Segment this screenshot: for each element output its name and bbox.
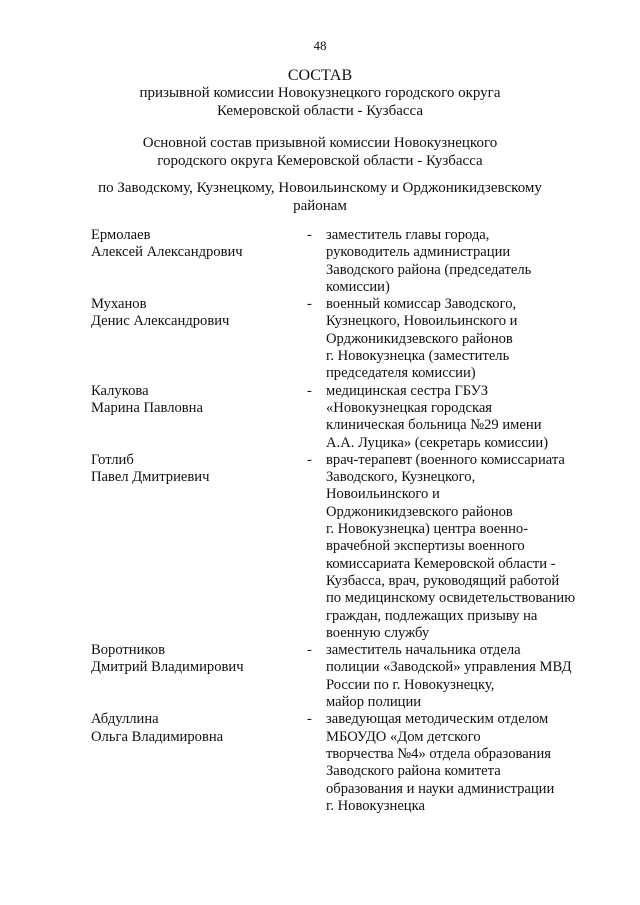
member-separator: - [307, 227, 312, 243]
role-line: Орджоникидзевского районов [326, 503, 513, 520]
member-separator: - [307, 451, 312, 468]
member-role [326, 383, 601, 452]
member-separator: - [307, 296, 312, 313]
member-given-name: Павел Дмитриевич [91, 469, 210, 486]
role-line: полиции «Заводской» управления МВД [326, 659, 572, 676]
document-title-line: призывной комиссии Новокузнецкого городского округа [139, 85, 501, 101]
member-given-name: Алексей Александрович [91, 244, 243, 261]
subtitle-line: Основной состав призывной комиссии Новокузнецкого [142, 135, 498, 151]
role-line: творчества №4» отдела образования [326, 745, 552, 762]
member-surname: Абдуллина [91, 711, 159, 728]
role-line: г. Новокузнецка) центра военно- [326, 521, 529, 538]
member-name [91, 711, 307, 815]
role-line: Орджоникидзевского районов [326, 330, 513, 347]
role-line: врачебной экспертизы военного [326, 538, 525, 555]
role-line: руководитель администрации [326, 244, 511, 261]
role-line: образования и науки администрации [326, 780, 555, 797]
member-surname: Ермолаев [91, 227, 151, 243]
member-given-name: Дмитрий Владимирович [91, 659, 244, 676]
member-surname: Муханов [91, 296, 147, 313]
role-line: клиническая больница №29 имени [326, 417, 542, 434]
role-line: «Новокузнецкая городская [326, 399, 493, 416]
member-role [326, 227, 601, 296]
role-line: Заводского района комитета [326, 763, 501, 780]
role-line: Кузнецкого, Новоильинского и [326, 313, 518, 330]
page-number: 48 [313, 38, 327, 53]
member-entry [91, 383, 601, 452]
member-entry [91, 227, 601, 296]
role-line: России по г. Новокузнецку, [326, 676, 495, 693]
role-line: майор полиции [326, 694, 422, 711]
role-line: Заводского района (председатель [326, 261, 532, 278]
districts-heading [0, 180, 640, 215]
member-separator: - [307, 382, 312, 399]
role-line: Новоильинского и [326, 486, 440, 503]
member-role [326, 642, 601, 711]
member-given-name: Ольга Владимировна [91, 728, 224, 745]
role-line: заведующая методическим отделом [326, 711, 549, 728]
role-line: МБОУДО «Дом детского [326, 728, 481, 745]
member-surname: Воротников [91, 642, 165, 659]
document-title-line: Кемеровской области - Кузбасса [216, 102, 424, 119]
member-name [91, 227, 307, 296]
role-line: по медицинскому освидетельствованию [326, 590, 576, 607]
member-name [91, 452, 307, 642]
subtitle-line: городского округа Кемеровской области - Кузбасса [157, 152, 483, 169]
role-line: комиссариата Кемеровской области - [326, 555, 556, 572]
role-line: граждан, подлежащих призыву на [326, 607, 538, 624]
role-line: председателя комиссии) [326, 365, 476, 382]
member-separator: - [307, 642, 312, 659]
role-line: Кузбасса, врач, руководящий работой [326, 572, 560, 589]
member-given-name: Марина Павловна [91, 399, 203, 416]
role-line: врач-терапевт (военного комиссариата [326, 451, 565, 468]
member-role [326, 296, 601, 382]
member-entry [91, 711, 601, 815]
districts-line: по Заводскому, Кузнецкому, Новоильинскому и Орджоникидзевскому [98, 180, 542, 196]
role-line: военный комиссар Заводского, [326, 296, 517, 313]
members-list [91, 227, 601, 815]
role-line: военную службу [326, 624, 430, 641]
role-line: медицинская сестра ГБУЗ [326, 382, 489, 399]
member-surname: Калукова [91, 382, 149, 399]
commission-subtitle [0, 135, 640, 170]
member-name [91, 642, 307, 711]
role-line: заместитель главы города, [326, 227, 490, 243]
document-title-block [0, 67, 640, 120]
member-separator: - [307, 711, 312, 728]
member-role [326, 452, 601, 642]
document-title: СОСТАВ [287, 67, 353, 84]
role-line: заместитель начальника отдела [326, 642, 521, 659]
role-line: комиссии) [326, 278, 390, 295]
member-name [91, 296, 307, 382]
member-entry [91, 296, 601, 382]
member-surname: Готлиб [91, 451, 134, 468]
member-role [326, 711, 601, 815]
member-name [91, 383, 307, 452]
districts-line: районам [293, 197, 347, 214]
role-line: г. Новокузнецка (заместитель [326, 348, 510, 365]
member-entry [91, 452, 601, 642]
role-line: Заводского, Кузнецкого, [326, 469, 476, 486]
member-entry [91, 642, 601, 711]
role-line: А.А. Луцика» (секретарь комиссии) [326, 434, 549, 451]
role-line: г. Новокузнецка [326, 797, 425, 814]
member-given-name: Денис Александрович [91, 313, 230, 330]
